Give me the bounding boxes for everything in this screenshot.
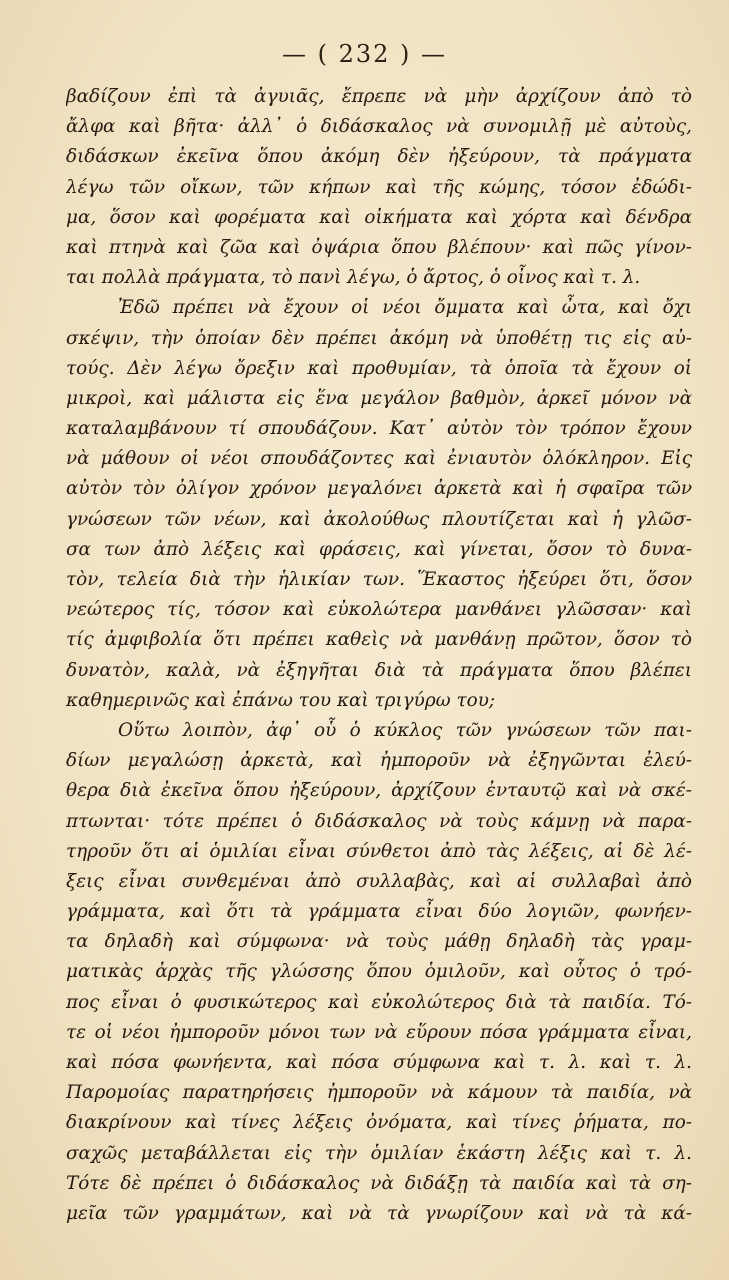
text-line: σκέψιν, τὴν ὁποίαν δὲν πρέπει ἀκόμη νὰ ὑποθέτῃ τις εἰς αὐ-: [66, 327, 692, 349]
paragraph-first-line: Ἐδῶ πρέπει νὰ ἔχουν οἱ νέοι ὄμματα καὶ ὦτα, καὶ ὄχι: [118, 297, 692, 319]
text-line: αὐτὸν τὸν ὀλίγον χρόνον μεγαλόνει ἀρκετὰ καὶ ἡ σφαῖρα τῶν: [66, 478, 692, 500]
text-line: βαδίζουν ἐπὶ τὰ ἀγυιᾶς, ἔπρεπε νὰ μὴν ἀρχίζουν ἀπὸ τὸ: [66, 86, 692, 107]
body-text: [66, 82, 692, 1229]
text-line: καταλαμβάνουν τί σπουδάζουν. Κατ᾿ αὐτὸν τὸν τρόπον ἔχουν: [66, 418, 692, 440]
text-line: θερα διὰ ἐκεῖνα ὅπου ἠξεύρουν, ἀρχίζουν ἐνταυτῷ καὶ νὰ σκέ-: [66, 780, 692, 802]
text-line: σα των ἀπὸ λέξεις καὶ φράσεις, καὶ γίνεται, ὅσον τὸ δυνα-: [66, 538, 692, 560]
text-line: ται πολλὰ πράγματα, τὸ πανὶ λέγω, ὁ ἄρτος, ὁ οἶνος καὶ τ. λ.: [66, 267, 641, 289]
text-line: ματικὰς ἀρχὰς τῆς γλώσσης ὅπου ὁμιλοῦν, καὶ οὗτος ὁ τρό-: [66, 961, 692, 983]
text-line: σαχῶς μεταβάλλεται εἰς τὴν ὁμιλίαν ἑκάστη λέξις καὶ τ. λ.: [66, 1142, 692, 1164]
text-line: καθημερινῶς καὶ ἐπάνω του καὶ τριγύρω του;: [66, 689, 496, 711]
text-line: πος εἶναι ὁ φυσικώτερος καὶ εὐκολώτερος διὰ τὰ παιδία. Τό-: [66, 991, 692, 1013]
text-line: Τότε δὲ πρέπει ὁ διδάσκαλος νὰ διδάξῃ τὰ παιδία καὶ τὰ ση-: [66, 1172, 692, 1194]
text-line: τε οἱ νέοι ἠμποροῦν μόνοι των νὰ εὕρουν πόσα γράμματα εἶναι,: [66, 1021, 692, 1043]
text-line: διδάσκων ἐκεῖνα ὅπου ἀκόμη δὲν ἠξεύρουν, τὰ πράγματα: [66, 146, 692, 168]
text-line: πτωνται· τότε πρέπει ὁ διδάσκαλος νὰ τοὺς κάμνῃ νὰ παρα-: [66, 810, 692, 832]
text-line: νεώτερος τίς, τόσον καὶ εὐκολώτερα μανθάνει γλῶσσαν· καὶ: [66, 599, 692, 621]
text-line: τίς ἀμφιβολία ὅτι πρέπει καθεὶς νὰ μανθάνῃ πρῶτον, ὅσον τὸ: [66, 629, 692, 651]
text-line: δίων μεγαλώσῃ ἀρκετὰ, καὶ ἠμποροῦν νὰ ἐξηγῶνται ἐλεύ-: [66, 750, 692, 772]
text-line: νὰ μάθουν οἱ νέοι σπουδάζοντες καὶ ἐνιαυτὸν ὁλόκληρον. Εἰς: [66, 448, 692, 470]
text-line: τὸν, τελεία διὰ τὴν ἡλικίαν των. Ἕκαστος ἠξεύρει ὅτι, ὅσον: [66, 569, 692, 590]
text-line: μα, ὅσον καὶ φορέματα καὶ οἰκήματα καὶ χόρτα καὶ δένδρα: [66, 206, 692, 228]
text-line: τούς. Δὲν λέγω ὄρεξιν καὶ προθυμίαν, τὰ ὁποῖα τὰ ἔχουν οἱ: [66, 357, 692, 379]
paragraph-first-line: Οὕτω λοιπὸν, ἀφ᾿ οὗ ὁ κύκλος τῶν γνώσεων τῶν παι-: [118, 719, 692, 741]
text-line: γράμματα, καὶ ὅτι τὰ γράμματα εἶναι δύο λογιῶν, φωνήεν-: [66, 901, 692, 923]
page-number-header: — ( 232 ) —: [281, 40, 448, 68]
text-line: καὶ πτηνὰ καὶ ζῶα καὶ ὀψάρια ὅπου βλέπουν· καὶ πῶς γίνον-: [66, 236, 692, 258]
text-line: γνώσεων τῶν νέων, καὶ ἀκολούθως πλουτίζεται καὶ ἡ γλῶσ-: [66, 508, 692, 530]
text-line: διακρίνουν καὶ τίνες λέξεις ὀνόματα, καὶ τίνες ῥήματα, πο-: [66, 1112, 692, 1134]
text-line: τηροῦν ὅτι αἱ ὁμιλίαι εἶναι σύνθετοι ἀπὸ τὰς λέξεις, αἱ δὲ λέ-: [66, 840, 692, 862]
text-line: λέγω τῶν οἴκων, τῶν κήπων καὶ τῆς κώμης, τόσον ἐδώδι-: [66, 176, 692, 198]
text-line: μικροὶ, καὶ μάλιστα εἰς ἕνα μεγάλον βαθμὸν, ἀρκεῖ μόνον νὰ: [66, 387, 692, 409]
text-line: ἄλφα καὶ βῆτα· ἀλλ᾿ ὁ διδάσκαλος νὰ συνομιλῇ μὲ αὐτοὺς,: [66, 116, 692, 138]
text-line: τα δηλαδὴ καὶ σύμφωνα· νὰ τοὺς μάθῃ δηλαδὴ τὰς γραμ-: [66, 931, 692, 953]
text-line: Παρομοίας παρατηρήσεις ἠμποροῦν νὰ κάμουν τὰ παιδία, νὰ: [66, 1082, 692, 1104]
text-line: ξεις εἶναι συνθεμέναι ἀπὸ συλλαβὰς, καὶ αἱ συλλαβαὶ ἀπὸ: [66, 870, 692, 892]
text-line: μεῖα τῶν γραμμάτων, καὶ νὰ τὰ γνωρίζουν καὶ νὰ τὰ κά-: [66, 1202, 692, 1224]
text-line: δυνατὸν, καλὰ, νὰ ἐξηγῆται διὰ τὰ πράγματα ὅπου βλέπει: [66, 659, 692, 681]
text-line: καὶ πόσα φωνήεντα, καὶ πόσα σύμφωνα καὶ τ. λ. καὶ τ. λ.: [66, 1052, 692, 1073]
